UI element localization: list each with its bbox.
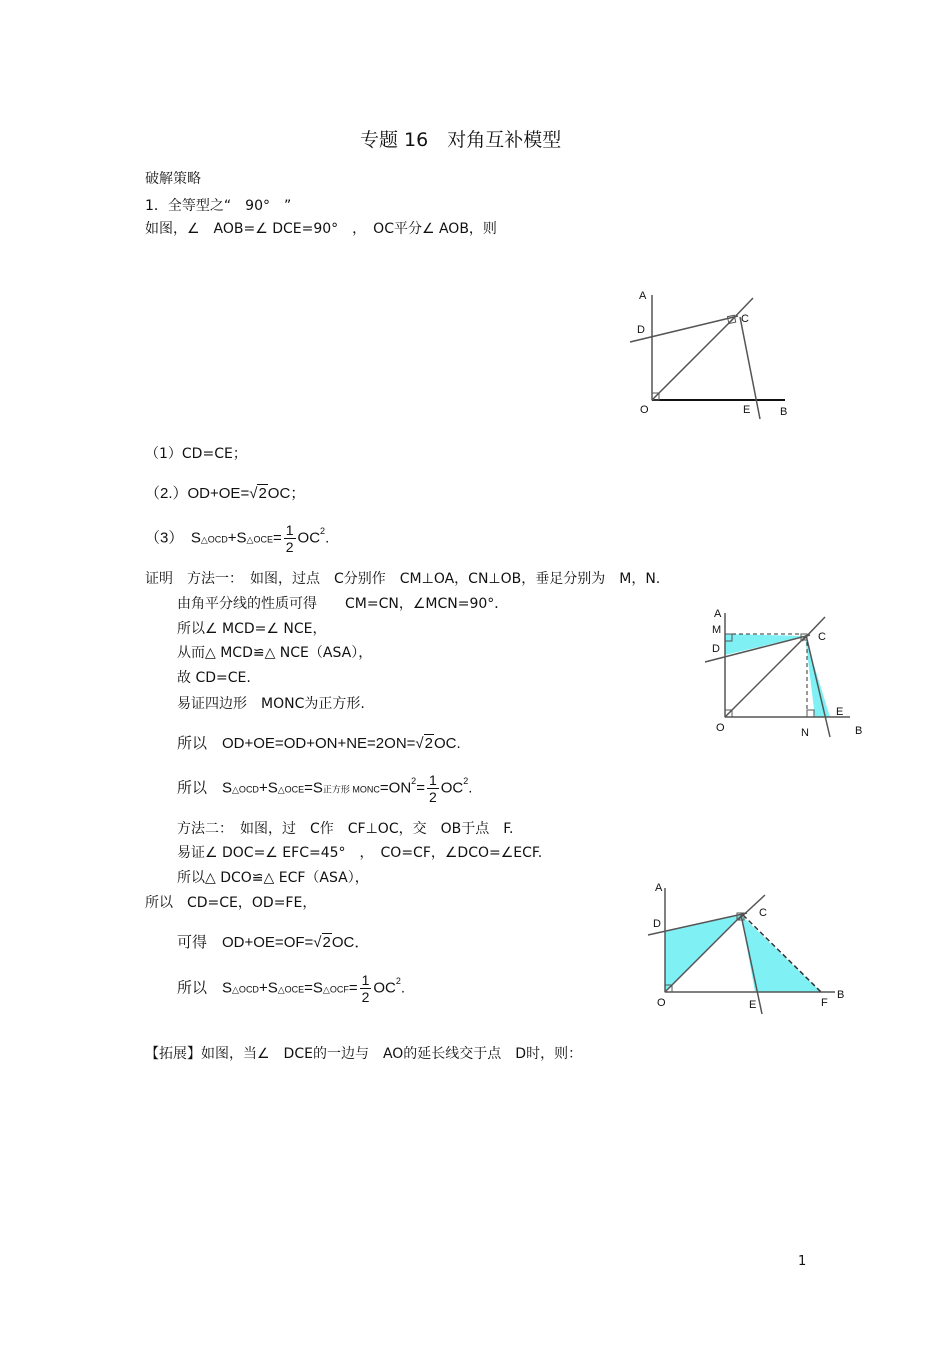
item-heading: 1．全等型之“ 90° ” <box>145 198 292 214</box>
method-2-line-1: 方法二： 如图，过 C作 CF⊥OC，交 OB于点 F. <box>177 821 514 837</box>
method-2-6-eq: =S <box>304 979 323 997</box>
result-3 <box>145 522 329 555</box>
result-2-rhs: OC； <box>267 485 306 502</box>
proof-8-sub2: △OCE <box>277 784 305 795</box>
result-2-lhs: （2.）OD+OE= <box>145 485 250 502</box>
proof-8-s: 所以 S <box>177 779 233 797</box>
fraction-half: $\frac{1}{2}$ <box>361 972 370 1005</box>
method-2-6-sup: 2 <box>395 976 401 987</box>
result-3-sup: 2 <box>320 526 326 537</box>
proof-8-sup1: 2 <box>411 776 417 787</box>
method-2-6-sub3: △OCF <box>322 984 349 995</box>
method-2-6-dot: . <box>400 979 406 997</box>
figure-1 <box>625 285 825 425</box>
result-2 <box>145 484 305 503</box>
method-2-line-3: 所以△ DCO≌△ ECF（ASA）， <box>177 870 369 886</box>
result-3-s: （3） S <box>145 529 201 547</box>
method-2-6-sub1: △OCD <box>232 984 259 995</box>
figure-2 <box>700 605 870 745</box>
result-3-sub2: △OCE <box>246 534 273 545</box>
fig1-label-c: C <box>741 313 749 325</box>
proof-line-4: 从而△ MCD≌△ NCE（ASA）， <box>177 645 373 661</box>
proof-8-sub1: △OCD <box>232 784 259 795</box>
method-2-line-5 <box>177 933 369 952</box>
method-2-5-text: 可得 OD+OE=OF= <box>177 934 314 951</box>
fraction-half: $\frac{1}{2}$ <box>285 522 294 555</box>
fig3-label-f: F <box>821 997 828 1009</box>
proof-7-radicand: 2 <box>424 735 433 752</box>
proof-7-end: OC. <box>434 735 461 752</box>
method-2-line-2: 易证∠ DOC=∠ EFC=45° ， CO=CF，∠DCO=∠ECF. <box>177 845 543 861</box>
fig2-label-a: A <box>714 608 722 620</box>
result-3-sub1: △OCD <box>200 534 228 545</box>
proof-8-oc: OC <box>440 779 464 797</box>
method-2-line-4: 所以 CD=CE，OD=FE， <box>145 895 317 911</box>
figure-3 <box>645 878 845 1018</box>
proof-8-eq2: = <box>416 779 425 797</box>
fig1-label-o: O <box>640 404 649 416</box>
fig2-label-m: M <box>712 624 722 636</box>
extension-heading: 【拓展】如图，当∠ DCE的一边与 AO的延长线交于点 D时，则： <box>145 1046 583 1062</box>
proof-line-8 <box>177 772 472 805</box>
proof-line-5: 故 CD=CE. <box>177 670 251 686</box>
page-number: 1 <box>798 1254 807 1269</box>
method-2-6-eq2: = <box>348 979 358 997</box>
fig3-label-d: D <box>653 918 661 930</box>
fig3-label-b: B <box>837 989 845 1001</box>
proof-line-2: 由角平分线的性质可得 CM=CN，∠MCN=90°． <box>177 596 509 612</box>
page-title: 专题 16 对角互补模型 <box>360 129 562 151</box>
method-2-6-plus: +S <box>258 979 278 997</box>
fig3-label-a: A <box>655 882 663 894</box>
proof-line-1: 证明 方法一： 如图，过点 C分别作 CM⊥OA，CN⊥OB，垂足分别为 M，N. <box>145 571 661 587</box>
method-2-line-6 <box>177 972 405 1005</box>
fig2-label-e: E <box>836 706 844 718</box>
fig3-label-e: E <box>749 999 757 1011</box>
fig2-label-o: O <box>716 722 725 734</box>
result-3-eq: = <box>272 529 282 547</box>
sqrt-symbol: √ <box>249 485 258 502</box>
fig1-label-d: D <box>637 324 645 336</box>
result-3-dot: . <box>325 529 330 547</box>
proof-8-eq: =S <box>304 779 323 797</box>
proof-8-dot: . <box>468 779 473 797</box>
proof-7-text: 所以 OD+OE=OD+ON+NE=2ON= <box>177 735 416 752</box>
result-3-oc: OC <box>297 529 321 547</box>
proof-8-on: =ON <box>379 779 412 797</box>
fig2-label-c: C <box>818 631 826 643</box>
proof-line-7 <box>177 734 461 753</box>
proof-8-plus: +S <box>258 779 278 797</box>
method-2-5-radicand: 2 <box>322 934 331 951</box>
fig1-label-e: E <box>743 404 751 416</box>
method-2-5-end: OC． <box>331 934 370 951</box>
sqrt-symbol: √ <box>313 934 322 951</box>
fig1-label-a: A <box>639 290 647 302</box>
fraction-half: $\frac{1}{2}$ <box>428 772 437 805</box>
fig2-label-d: D <box>712 643 720 655</box>
proof-line-6: 易证四边形 MONC为正方形. <box>177 696 365 712</box>
fig2-label-b: B <box>855 725 863 737</box>
result-3-plus: +S <box>227 529 247 547</box>
fig1-label-b: B <box>780 406 788 418</box>
premise: 如图，∠ AOB=∠ DCE=90° ， OC平分∠ AOB，则 <box>145 221 497 237</box>
result-2-radicand: 2 <box>258 485 267 502</box>
proof-8-sup2: 2 <box>463 776 469 787</box>
fig3-label-o: O <box>657 997 666 1009</box>
result-1: （1）CD=CE； <box>145 446 247 462</box>
fig3-label-c: C <box>759 907 767 919</box>
method-2-6-s: 所以 S <box>177 979 233 997</box>
proof-line-3: 所以∠ MCD=∠ NCE， <box>177 621 327 637</box>
section-heading: 破解策略 <box>145 171 201 187</box>
proof-8-sub3: 正方形 MONC <box>322 784 380 795</box>
method-2-6-sub2: △OCE <box>277 984 305 995</box>
fig2-label-n: N <box>801 727 809 739</box>
method-2-6-oc: OC <box>373 979 396 997</box>
sqrt-symbol: √ <box>415 735 424 752</box>
